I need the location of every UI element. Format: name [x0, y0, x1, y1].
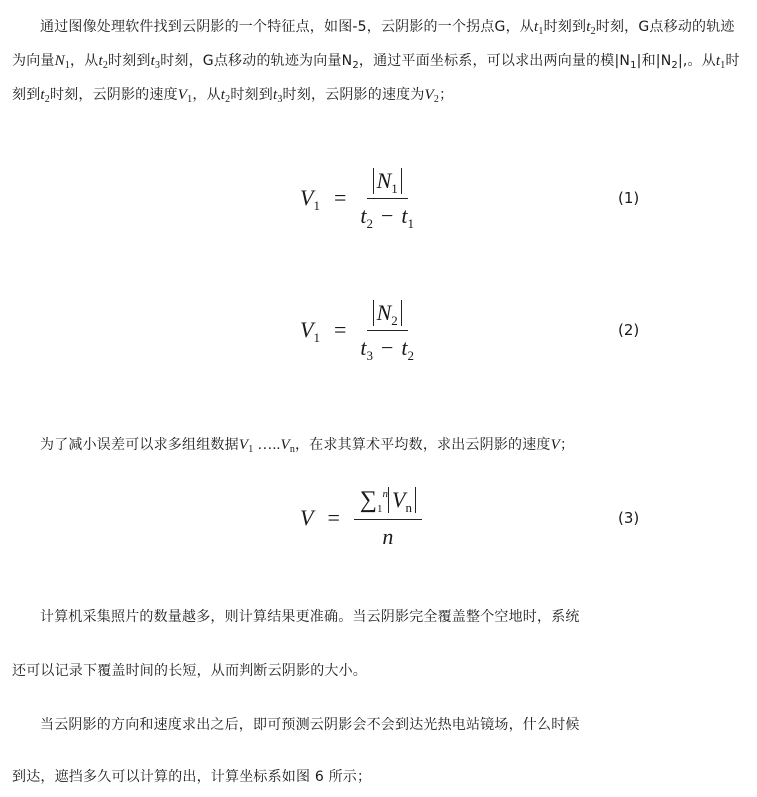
- t2-symbol: $t_2$: [220, 87, 231, 105]
- equation-number: (2): [618, 321, 640, 339]
- denominator: n: [382, 523, 394, 549]
- fraction: [360, 168, 414, 229]
- v1-lhs: $V_1$: [300, 317, 320, 345]
- equation-body: [300, 478, 422, 558]
- vn-symbol: $V_n$: [280, 437, 296, 455]
- v-symbol: V: [550, 437, 561, 453]
- equals-sign: =: [327, 505, 340, 530]
- text-span: 为了减小误差可以求多组组数据: [40, 437, 239, 453]
- denominator: $t_2 - t_1$: [360, 202, 415, 231]
- v-lhs: V: [300, 505, 314, 530]
- t2-symbol: $t_2$: [40, 87, 50, 105]
- text-span: 通过图像处理软件找到云阴影的一个特征点，如图-5，云阴影的一个拐点G，从: [40, 19, 535, 35]
- numerator: $N_2$: [367, 300, 408, 331]
- t3-symbol: $t_3$: [272, 87, 283, 105]
- paragraph-g-point-motion: [12, 10, 742, 112]
- text-span: 时刻到: [108, 53, 151, 69]
- t1-symbol: $t_1$: [715, 53, 726, 71]
- text-span: ，通过平面坐标系，可以求出两向量的模|N: [358, 53, 631, 69]
- text-line: 还可以记录下覆盖时间的长短，从而判断云阴影的大小。: [12, 663, 367, 679]
- numerator: $\sum_1^n$ $V_n$: [354, 487, 422, 520]
- n1-symbol: $N_1$: [54, 53, 71, 71]
- paragraph-accuracy-cont: [12, 654, 742, 688]
- text-span: 时刻到: [12, 53, 740, 103]
- text-span: ；: [439, 87, 454, 103]
- fraction: [354, 487, 422, 550]
- equation-body: [300, 290, 414, 370]
- equation-3: [0, 478, 757, 558]
- paragraph-prediction-cont: [12, 760, 742, 794]
- subscript: 2: [352, 60, 359, 71]
- text-span: ，在求其算术平均数，求出云阴影的速度: [295, 437, 551, 453]
- equation-number: (3): [618, 509, 640, 527]
- subscript: 2: [671, 60, 678, 71]
- paragraph-average: [12, 428, 742, 462]
- text-line: 计算机采集照片的数量越多，则计算结果更准确。当云阴影完全覆盖整个空地时，系统: [40, 609, 580, 625]
- v2-symbol: $V_2$: [424, 87, 440, 105]
- subscript: 1: [630, 60, 637, 71]
- paragraph-accuracy: [12, 600, 742, 634]
- equation-number: (1): [618, 189, 640, 207]
- equation-body: [300, 158, 414, 238]
- ellipsis: …..: [253, 437, 281, 453]
- t3-symbol: $t_3$: [150, 53, 161, 71]
- text-line: 到达，遮挡多久可以计算的出，计算坐标系如图 6 所示；: [12, 769, 372, 785]
- equation-2: [0, 290, 757, 370]
- v1-symbol: $V_1$: [177, 87, 193, 105]
- text-span: ，从: [192, 87, 221, 103]
- v1-symbol: $V_1$: [238, 437, 254, 455]
- text-span: |,。从: [677, 53, 716, 69]
- numerator: $N_1$: [367, 168, 408, 199]
- text-span: ；: [560, 437, 575, 453]
- text-span: 时刻，G点移动的轨迹为向量N: [160, 53, 353, 69]
- text-span: 时刻，云阴影的速度: [49, 87, 178, 103]
- equals-sign: =: [333, 317, 347, 342]
- equation-1: [0, 158, 757, 238]
- text-span: 时刻，G点移动的轨迹为向量: [12, 19, 735, 69]
- text-line: 当云阴影的方向和速度求出之后，即可预测云阴影会不会到达光热电站镜场，什么时候: [40, 717, 580, 733]
- text-span: 时刻到: [230, 87, 273, 103]
- text-span: 时刻到: [543, 19, 587, 35]
- t2-symbol: $t_2$: [586, 19, 596, 37]
- denominator: $t_3 - t_2$: [360, 334, 415, 363]
- t1-symbol: $t_1$: [534, 19, 544, 37]
- t2-symbol: $t_2$: [98, 53, 109, 71]
- v1-lhs: $V_1$: [300, 185, 320, 213]
- fraction: [360, 300, 414, 361]
- text-span: 时刻，云阴影的速度为: [282, 87, 425, 103]
- equals-sign: =: [333, 185, 347, 210]
- paragraph-prediction: [12, 708, 742, 742]
- text-span: ，从: [70, 53, 99, 69]
- text-span: |和|N: [636, 53, 672, 69]
